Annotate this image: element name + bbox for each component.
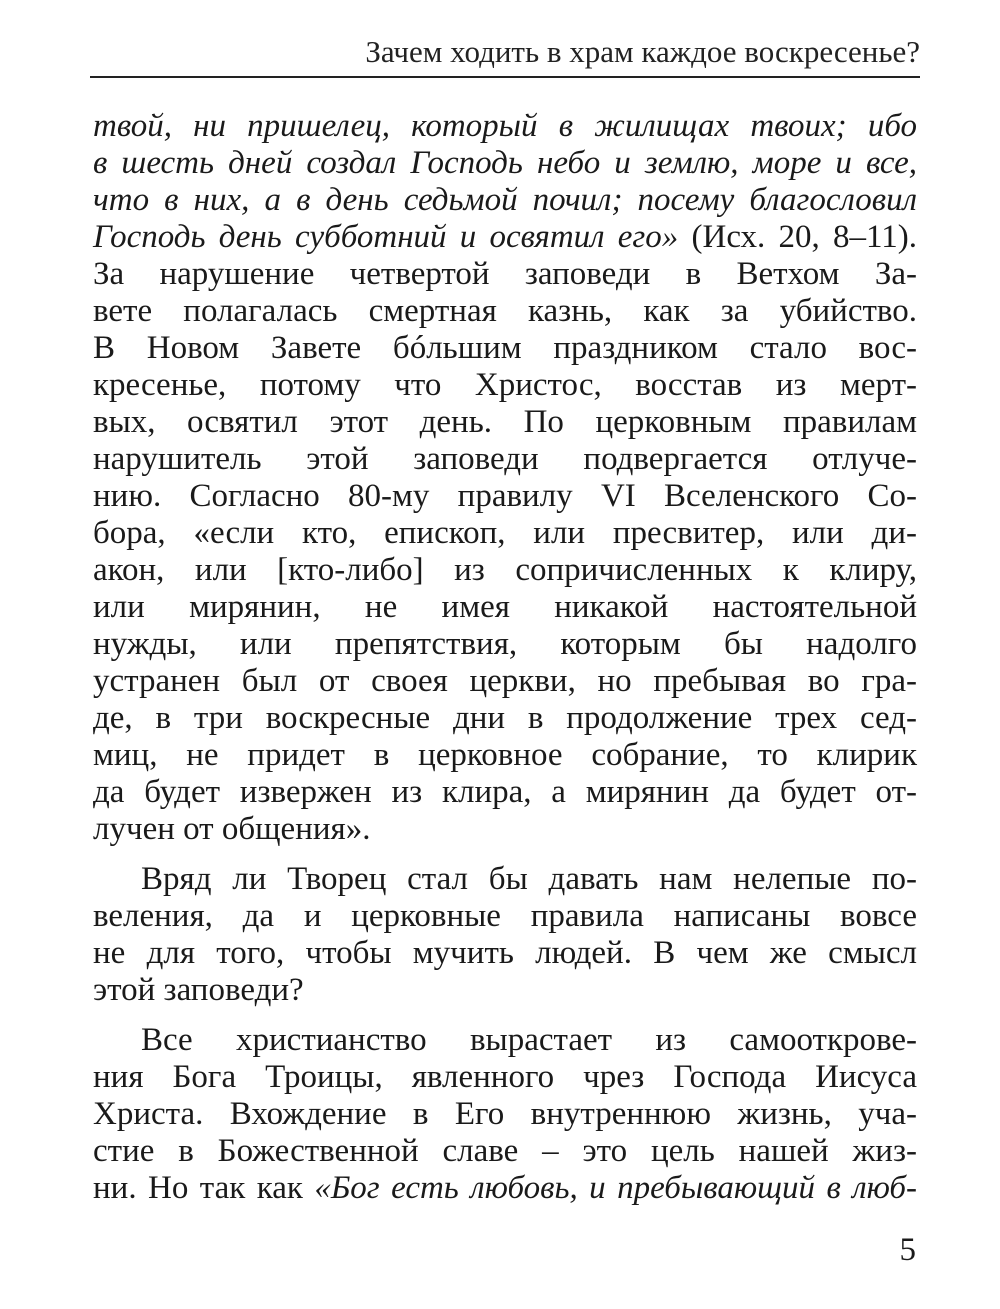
text-line: твой, ни пришелец, который в жилищах твоих; ибо — [93, 108, 917, 144]
paragraph-gap — [93, 1009, 917, 1022]
text-line: устранен был от своея церкви, но пребывая во гра- — [93, 663, 917, 699]
text-line: нарушитель этой заповеди подвергается отлуче- — [93, 441, 917, 477]
text-line: или мирянин, не имея никакой настоятельной — [93, 589, 917, 625]
text-line: нужды, или препятствия, которым бы надолго — [93, 626, 917, 662]
text-line: В Новом Завете бóльшим праздником стало вос- — [93, 330, 917, 366]
text-line: да будет извержен из клира, а мирянин да будет от- — [93, 774, 917, 810]
text-line: в шесть дней создал Господь небо и землю, море и все, — [93, 145, 917, 181]
text-line: ни. Но так как «Бог есть любовь, и пребывающий в люб- — [93, 1170, 918, 1206]
text-line: Все христианство вырастает из самооткрове- — [141, 1022, 917, 1058]
text-line: этой заповеди? — [93, 972, 304, 1008]
text-line: нию. Согласно 80-му правилу VI Вселенского Со- — [93, 478, 917, 514]
paragraph-gap — [93, 848, 917, 861]
page-number: 5 — [899, 1232, 916, 1268]
text-line: кресенье, потому что Христос, восстав из мерт- — [93, 367, 917, 403]
text-line: де, в три воскресные дни в продолжение трех сед- — [93, 700, 917, 736]
text-line: За нарушение четвертой заповеди в Ветхом За- — [93, 256, 917, 292]
text-line: бора, «если кто, епископ, или пресвитер, или ди- — [93, 515, 917, 551]
text-line: миц, не придет в церковное собрание, то клирик — [93, 737, 917, 773]
text-line: вых, освятил этот день. По церковным правилам — [93, 404, 917, 440]
text-line: стие в Божественной славе – это цель нашей жиз- — [93, 1133, 917, 1169]
text-line: вете полагалась смертная казнь, как за убийство. — [93, 293, 917, 329]
paragraph-2 — [93, 861, 917, 1009]
text-line: не для того, чтобы мучить людей. В чем же смысл — [93, 935, 917, 971]
text-line: Господь день субботний и освятил его» (Исх. 20, 8–11). — [93, 219, 917, 255]
text-line: Вряд ли Творец стал бы давать нам нелепые по- — [141, 861, 917, 897]
paragraph-1 — [93, 108, 917, 848]
text-line: веления, да и церковные правила написаны вовсе — [93, 898, 917, 934]
text-line: лучен от общения». — [93, 811, 371, 847]
header-rule — [90, 76, 920, 78]
text-line: ния Бога Троицы, явленного чрез Господа Иисуса — [93, 1059, 917, 1095]
paragraph-3 — [93, 1022, 917, 1207]
text-line: Христа. Вхождение в Его внутреннюю жизнь, уча- — [93, 1096, 917, 1132]
text-line: что в них, а в день седьмой почил; посему благословил — [93, 182, 917, 218]
text-line: акон, или [кто-либо] из сопричисленных к клиру, — [93, 552, 917, 588]
body-text — [93, 108, 917, 1207]
running-header: Зачем ходить в храм каждое воскресенье? — [365, 34, 920, 69]
